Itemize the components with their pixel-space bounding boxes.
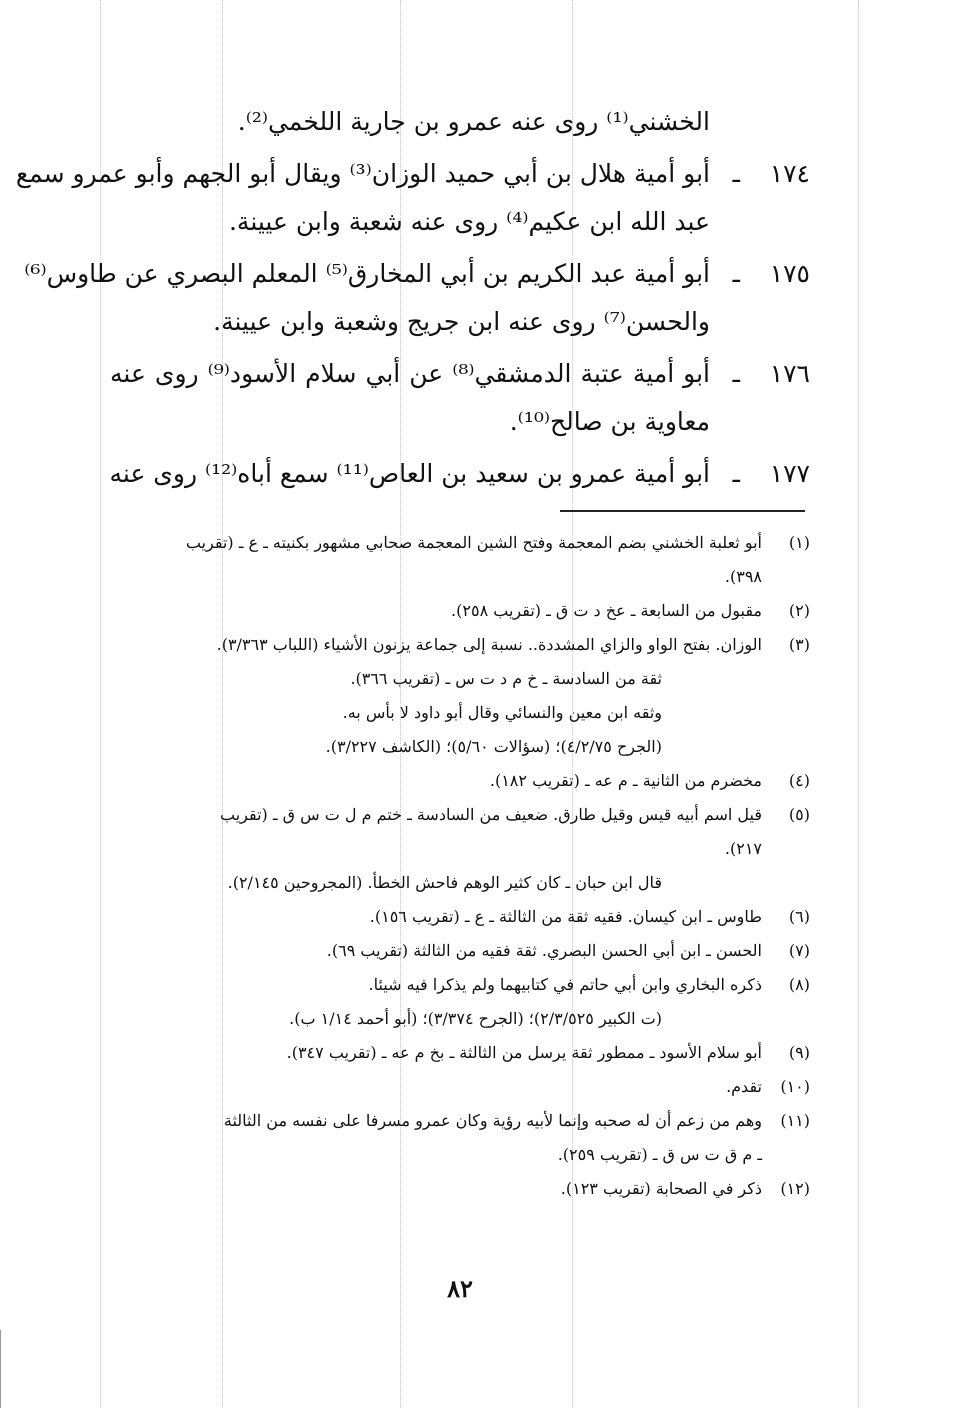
footnote-line: تقدم.	[726, 1077, 762, 1096]
footnote-10	[110, 1070, 810, 1104]
entry-line: والحسن⁽⁷⁾ روى عنه ابن جريج وشعبة وابن عيينة.	[213, 307, 710, 336]
footnote-3	[110, 628, 810, 764]
footnotes	[110, 526, 810, 1206]
footnote-line: ٢١٧).	[724, 839, 762, 858]
footnote-number: (١٢)	[780, 1179, 810, 1198]
scan-guide-line	[100, 0, 101, 1408]
main-text	[15, 96, 810, 502]
footnote-subline: (ت الكبير ٢/٣/٥٢٥)؛ (الجرح ٣/٣٧٤)؛ (أبو أحمد ١/١٤ ب).	[289, 1009, 662, 1028]
footnote-line: ٣٩٨).	[724, 567, 762, 586]
footnote-11	[110, 1104, 810, 1172]
entry-dash: ـ	[732, 259, 740, 288]
footnote-12	[110, 1172, 810, 1206]
entry-text: أبو أمية عمرو بن سعيد بن العاص⁽¹¹⁾ سمع أباه⁽¹²⁾ روى عنه	[109, 459, 710, 488]
footnote-line: الوزان. بفتح الواو والزاي المشددة.. نسبة إلى جماعة يزنون الأشياء (اللباب ٣/٣٦٣).	[216, 635, 762, 654]
footnote-line: ذكر في الصحابة (تقريب ١٢٣).	[560, 1179, 762, 1198]
footnote-subline: قال ابن حبان ـ كان كثير الوهم فاحش الخطأ. (المجروحين ٢/١٤٥).	[227, 873, 662, 892]
entry-line	[15, 150, 810, 198]
entry-line: عبد الله ابن عكيم⁽⁴⁾ روى عنه شعبة وابن عيينة.	[228, 207, 710, 236]
entry-line	[24, 250, 810, 298]
footnote-number: (٥)	[788, 805, 810, 824]
footnote-line: طاوس ـ ابن كيسان. فقيه ثقة من الثالثة ـ ع ـ (تقريب ١٥٦).	[369, 907, 762, 926]
footnote-number: (٢)	[788, 601, 810, 620]
entry-177	[110, 450, 810, 498]
footnote-number: (٧)	[788, 941, 810, 960]
entry-text: أبو أمية عتبة الدمشقي⁽⁸⁾ عن أبي سلام الأسود⁽⁹⁾ روى عنه	[110, 359, 710, 388]
entry-175	[24, 250, 810, 346]
footnote-number: (٩)	[788, 1043, 810, 1062]
footnote-6	[110, 900, 810, 934]
footnote-line: أبو ثعلبة الخشني بضم المعجمة وفتح الشين المعجمة صحابي مشهور بكنيته ـ ع ـ (تقريب	[185, 533, 762, 552]
footnote-line: ـ م ق ت س ق ـ (تقريب ٢٥٩).	[557, 1145, 762, 1164]
footnote-1	[110, 526, 810, 594]
footnote-line: وهم من زعم أن له صحبه وإنما لأبيه رؤية وكان عمرو مسرفا على نفسه من الثالثة	[223, 1111, 762, 1130]
footnote-number: (١٠)	[780, 1077, 810, 1096]
entry-line	[110, 450, 810, 498]
page-number: ٨٢	[447, 1274, 473, 1303]
footnote-number: (١١)	[780, 1111, 810, 1130]
footnote-7	[110, 934, 810, 968]
footnote-9	[110, 1036, 810, 1070]
scan-guide-line	[858, 0, 859, 1408]
entry-line: الخشني⁽¹⁾ روى عنه عمرو بن جارية اللخمي⁽²⁾.	[237, 107, 710, 136]
footnote-subline: وثقه ابن معين والنسائي وقال أبو داود لا بأس به.	[342, 703, 662, 722]
footnote-5	[110, 798, 810, 900]
footnote-line: قيل اسم أبيه قيس وقيل طارق. ضعيف من السادسة ـ ختم م ل ت س ق ـ (تقريب	[220, 805, 762, 824]
entry-176	[110, 350, 810, 446]
entry-dash: ـ	[732, 359, 740, 388]
footnote-2	[110, 594, 810, 628]
footnote-line: أبو سلام الأسود ـ ممطور ثقة يرسل من الثالثة ـ بخ م عه ـ (تقريب ٣٤٧).	[286, 1043, 762, 1062]
footnote-line: الحسن ـ ابن أبي الحسن البصري. ثقة فقيه من الثالثة (تقريب ٦٩).	[326, 941, 762, 960]
footnote-subline: (الجرح ٤/٢/٧٥)؛ (سؤالات ٥/٦٠)؛ (الكاشف ٣/٢٢٧).	[325, 737, 662, 756]
entry-number: ١٧٥	[769, 259, 810, 288]
footnote-line: مخضرم من الثانية ـ م عه ـ (تقريب ١٨٢).	[489, 771, 762, 790]
footnote-line: مقبول من السابعة ـ عخ د ت ق ـ (تقريب ٢٥٨).	[451, 601, 762, 620]
footnote-number: (٦)	[788, 907, 810, 926]
entry-number: ١٧٦	[769, 359, 810, 388]
entry-text: أبو أمية هلال بن أبي حميد الوزان⁽³⁾ ويقال أبو الجهم وأبو عمرو سمع	[15, 159, 710, 188]
footnote-8	[110, 968, 810, 1036]
footnote-4	[110, 764, 810, 798]
entry-173-continuation	[110, 98, 810, 146]
footnote-number: (٣)	[788, 635, 810, 654]
entry-number: ١٧٧	[769, 459, 810, 488]
footnote-number: (٨)	[788, 975, 810, 994]
footnote-line: ذكره البخاري وابن أبي حاتم في كتابيهما ولم يذكرا فيه شيئا.	[368, 975, 762, 994]
entry-text: أبو أمية عبد الكريم بن أبي المخارق⁽⁵⁾ المعلم البصري عن طاوس⁽⁶⁾	[24, 259, 710, 288]
entry-dash: ـ	[732, 159, 740, 188]
footnote-number: (١)	[788, 533, 810, 552]
entry-dash: ـ	[732, 459, 740, 488]
footnote-number: (٤)	[788, 771, 810, 790]
footnote-subline: ثقة من السادسة ـ خ م د ت س ـ (تقريب ٣٦٦).	[350, 669, 662, 688]
scan-edge-mark	[0, 1330, 4, 1408]
entry-174	[15, 150, 810, 246]
entry-line: معاوية بن صالح⁽¹⁰⁾.	[509, 407, 710, 436]
entry-number: ١٧٤	[769, 159, 810, 188]
footnote-separator	[560, 510, 805, 512]
entry-line	[110, 350, 810, 398]
